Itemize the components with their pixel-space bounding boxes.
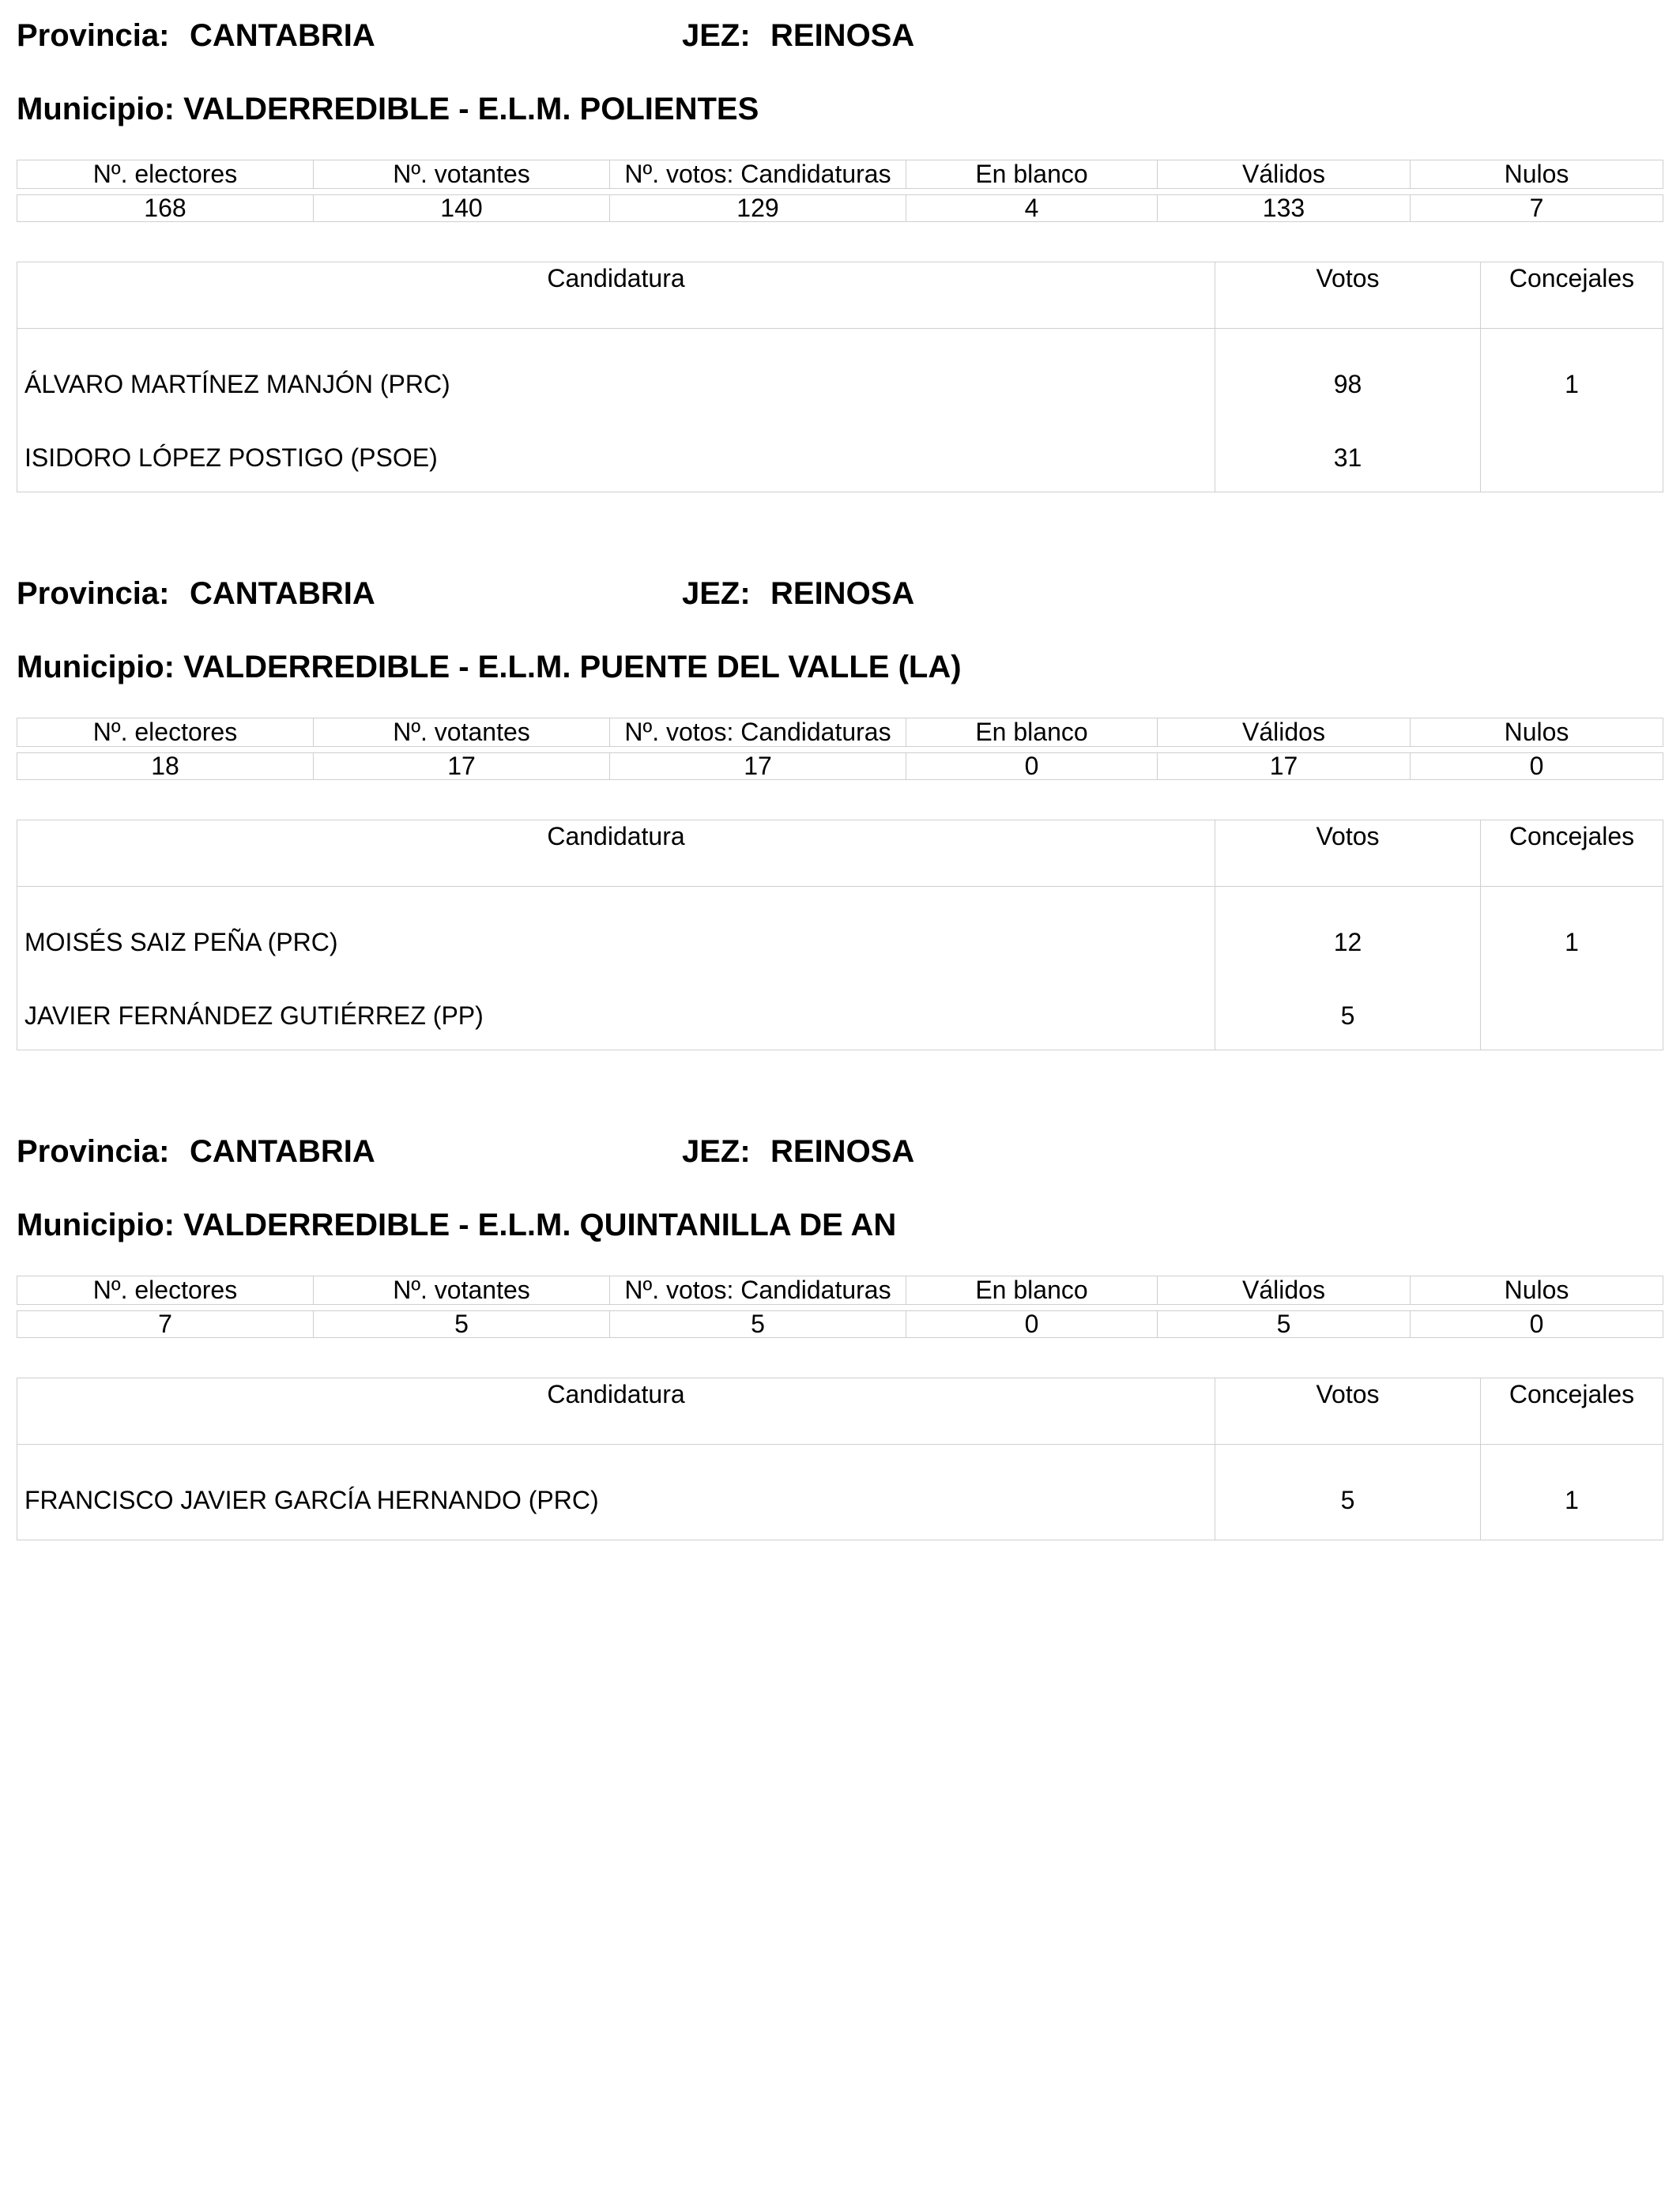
summary-header-electores: Nº. electores <box>17 1276 314 1305</box>
summary-header-nulos: Nulos <box>1411 1276 1663 1305</box>
summary-value-electores: 18 <box>17 753 314 780</box>
candidate-row <box>17 329 1663 424</box>
summary-value-en-blanco: 0 <box>906 1311 1158 1338</box>
summary-value-validos: 133 <box>1158 195 1411 222</box>
summary-value-votantes: 17 <box>314 753 610 780</box>
candidate-row <box>17 982 1663 1050</box>
candidate-name: ÁLVARO MARTÍNEZ MANJÓN (PRC) <box>17 329 1215 424</box>
summary-value-electores: 168 <box>17 195 314 222</box>
summary-value-validos: 17 <box>1158 753 1411 780</box>
header-votos: Votos <box>1215 1378 1481 1445</box>
summary-header-en-blanco: En blanco <box>906 1276 1158 1305</box>
header-concejales: Concejales <box>1481 820 1663 887</box>
summary-header-electores: Nº. electores <box>17 718 314 747</box>
summary-value-nulos: 0 <box>1411 1311 1663 1338</box>
candidate-concejales: 1 <box>1481 329 1663 424</box>
summary-value-votos-candidaturas: 17 <box>610 753 906 780</box>
municipio-title: Municipio: VALDERREDIBLE - E.L.M. PUENTE DEL VALLE (LA) <box>17 650 962 684</box>
summary-header-row <box>17 718 1663 747</box>
candidate-votos: 31 <box>1215 424 1481 492</box>
jez-label: JEZ: <box>682 576 751 611</box>
summary-value-nulos: 7 <box>1411 195 1663 222</box>
summary-table <box>17 1276 1663 1338</box>
candidate-concejales: 1 <box>1481 1445 1663 1540</box>
summary-header-votantes: Nº. votantes <box>314 1276 610 1305</box>
summary-header-nulos: Nulos <box>1411 718 1663 747</box>
summary-value-electores: 7 <box>17 1311 314 1338</box>
provincia-label: Provincia: <box>17 576 170 611</box>
candidate-votos: 12 <box>1215 887 1481 982</box>
candidate-votos: 98 <box>1215 329 1481 424</box>
summary-header-votos-candidaturas: Nº. votos: Candidaturas <box>610 160 906 189</box>
candidate-name: JAVIER FERNÁNDEZ GUTIÉRREZ (PP) <box>17 982 1215 1050</box>
candidates-header-row <box>17 820 1663 887</box>
summary-table <box>17 718 1663 780</box>
candidates-table <box>17 1378 1663 1540</box>
summary-value-row <box>17 195 1663 222</box>
summary-header-votantes: Nº. votantes <box>314 160 610 189</box>
summary-header-votantes: Nº. votantes <box>314 718 610 747</box>
candidate-concejales <box>1481 424 1663 492</box>
provincia-label: Provincia: <box>17 18 170 53</box>
candidate-concejales: 1 <box>1481 887 1663 982</box>
summary-header-row <box>17 1276 1663 1305</box>
candidates-table <box>17 262 1663 492</box>
candidate-votos: 5 <box>1215 982 1481 1050</box>
summary-value-votantes: 5 <box>314 1311 610 1338</box>
header-concejales: Concejales <box>1481 262 1663 329</box>
municipio-title: Municipio: VALDERREDIBLE - E.L.M. POLIENTES <box>17 92 759 126</box>
jez-value: REINOSA <box>770 1134 915 1169</box>
jez-label: JEZ: <box>682 1134 751 1169</box>
candidate-concejales <box>1481 982 1663 1050</box>
candidates-header-row <box>17 262 1663 329</box>
candidate-name: ISIDORO LÓPEZ POSTIGO (PSOE) <box>17 424 1215 492</box>
header-votos: Votos <box>1215 262 1481 329</box>
header-candidatura: Candidatura <box>17 820 1215 887</box>
candidate-votos: 5 <box>1215 1445 1481 1540</box>
summary-header-validos: Válidos <box>1158 718 1411 747</box>
summary-value-votantes: 140 <box>314 195 610 222</box>
summary-value-row <box>17 753 1663 780</box>
header-candidatura: Candidatura <box>17 262 1215 329</box>
summary-value-en-blanco: 0 <box>906 753 1158 780</box>
summary-value-en-blanco: 4 <box>906 195 1158 222</box>
municipio-title: Municipio: VALDERREDIBLE - E.L.M. QUINTANILLA DE AN <box>17 1208 897 1242</box>
summary-value-votos-candidaturas: 5 <box>610 1311 906 1338</box>
candidate-name: MOISÉS SAIZ PEÑA (PRC) <box>17 887 1215 982</box>
summary-header-votos-candidaturas: Nº. votos: Candidaturas <box>610 1276 906 1305</box>
summary-value-validos: 5 <box>1158 1311 1411 1338</box>
header-candidatura: Candidatura <box>17 1378 1215 1445</box>
summary-header-nulos: Nulos <box>1411 160 1663 189</box>
summary-header-validos: Válidos <box>1158 1276 1411 1305</box>
header-concejales: Concejales <box>1481 1378 1663 1445</box>
summary-header-votos-candidaturas: Nº. votos: Candidaturas <box>610 718 906 747</box>
header-votos: Votos <box>1215 820 1481 887</box>
jez-value: REINOSA <box>770 576 915 611</box>
jez-value: REINOSA <box>770 18 915 53</box>
jez-label: JEZ: <box>682 18 751 53</box>
candidate-row <box>17 887 1663 982</box>
provincia-value: CANTABRIA <box>190 1134 375 1169</box>
candidate-row <box>17 424 1663 492</box>
candidates-table <box>17 820 1663 1050</box>
summary-value-votos-candidaturas: 129 <box>610 195 906 222</box>
summary-value-row <box>17 1311 1663 1338</box>
summary-header-en-blanco: En blanco <box>906 718 1158 747</box>
provincia-value: CANTABRIA <box>190 18 375 53</box>
provincia-value: CANTABRIA <box>190 576 375 611</box>
summary-value-nulos: 0 <box>1411 753 1663 780</box>
summary-table <box>17 160 1663 222</box>
candidate-name: FRANCISCO JAVIER GARCÍA HERNANDO (PRC) <box>17 1445 1215 1540</box>
summary-header-en-blanco: En blanco <box>906 160 1158 189</box>
candidate-row <box>17 1445 1663 1540</box>
summary-header-electores: Nº. electores <box>17 160 314 189</box>
summary-header-row <box>17 160 1663 189</box>
provincia-label: Provincia: <box>17 1134 170 1169</box>
candidates-header-row <box>17 1378 1663 1445</box>
summary-header-validos: Válidos <box>1158 160 1411 189</box>
